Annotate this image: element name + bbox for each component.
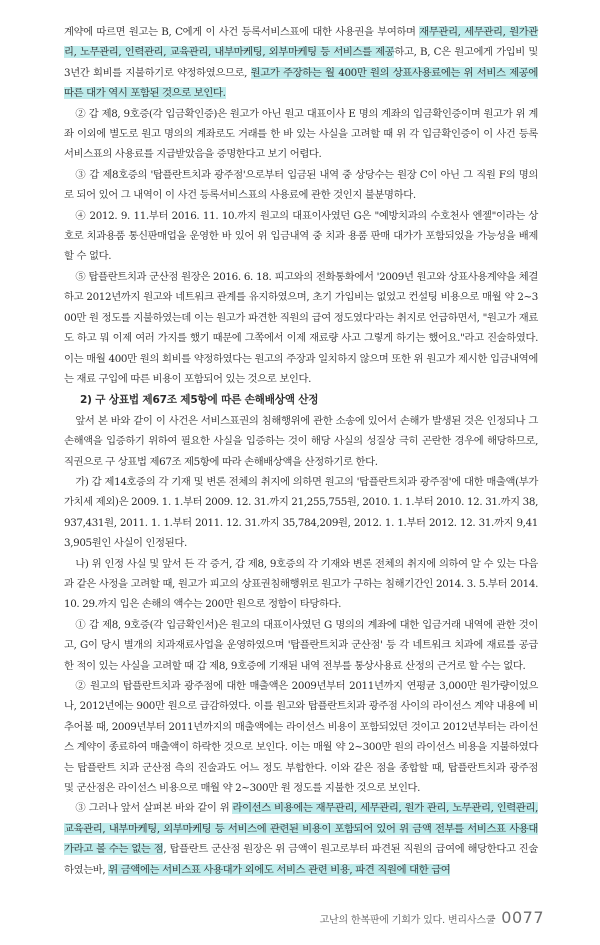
highlighted-text: 원고가 주장하는 월 400만 원의 상표사용료에는 위 서비스 제공에 따른 대가 역시 포함된 것으로 보인다. (64, 66, 538, 100)
section-heading: 2) 구 상표법 제67조 제5항에 따른 손해배상액 산정 (80, 394, 319, 407)
text-run: 나) 위 인정 사실 및 앞서 든 각 증거, 갑 제8, 9호증의 각 기재와 변론 전체의 취지에 의하여 알 수 있는 다음과 같은 사정을 고려할 때, 원고가 피고의 상표권침해행위로 원고가 구하는 침해기간인 2014. 3. 5.부터 2014. 10. 29.까지 입은 손해의 액수는 200만 원으로 정함이 타당하다. (64, 557, 538, 611)
text-run: ② 원고의 탑플란트치과 광주점에 대한 매출액은 2009년부터 2011년까지 연평균 3,000만 원가량이었으나, 2012년에는 900만 원으로 급감하였다. 이를 원고와 탑플란트치과 광주점 사이의 라이선스 계약 내용에 비추어볼 때, 2009년부터 2011년까지의 매출액에는 라이선스 비용이 포함되었던 것이고 2012년부터는 라이선스 계약이 종료하여 매출액이 하락한 것으로 보인다. 이는 매월 약 2~300만 원의 라이선스 비용을 지불하였다는 탑플란트 치과 군산점 측의 진술과도 어느 정도 부합한다. 이와 같은 점을 종합할 때, 탑플란트치과 광주점 및 군산점은 라이선스 비용으로 매월 약 2~300만 원 정도를 지불한 것으로 보인다. (64, 680, 538, 795)
highlighted-text: 위 금액에는 서비스표 사용대가 외에도 서비스 관련 비용, 파견 직원에 대한 급여 (108, 863, 451, 876)
text-run: , 탑플란트 군산점 원장은 위 금액이 원고로부터 파견된 직원의 급여에 해당한다고 진술하였는바, (64, 843, 538, 876)
text-run: 하고, B, C은 원고에게 가입비 및 3년간 회비를 지불하기로 약정하였으므로, (64, 46, 538, 79)
highlighted-text: 라이선스 비용에는 재무관리, 세무관리, 원가 관리, 노무관리, 인력관리, 교육관리, 내부마케팅, 외부마케팅 등 서비스에 관련된 비용이 포함되어 있어 위 금액 전부를 서비스표 사용대가라고 볼 수는 없는 점 (64, 802, 538, 856)
paragraph (64, 22, 538, 104)
paragraph (64, 165, 538, 206)
text-run: ④ 2012. 9. 11.부터 2016. 11. 10.까지 원고의 대표이사였던 G은 "예방치과의 수호천사 엔젤"이라는 상호로 치과용품 통신판매업을 운영한 바 있어 위 입금내역 중 치과 용품 판매 대가가 포함되었을 가능성을 배제할 수 없다. (64, 209, 538, 263)
body-section-2 (64, 411, 538, 880)
page-footer (320, 908, 544, 927)
paragraph (64, 267, 538, 389)
paragraph (64, 104, 538, 165)
page-number: 0077 (501, 908, 544, 927)
text-run: ③ 그러나 앞서 살펴본 바와 같이 위 (75, 802, 233, 815)
body-text (64, 22, 538, 880)
footer-title: 고난의 한복판에 기회가 있다. 변리사스쿨 (319, 915, 496, 926)
highlighted-text: 재무관리, 세무관리, 원가관리, 노무관리, 인력관리, 교육관리, 내부마케팅, 외부마케팅 등 서비스를 제공 (64, 26, 538, 59)
paragraph (64, 206, 538, 267)
text-run: ① 갑 제8, 9호증(각 입금확인서)은 원고의 대표이사였던 G 명의의 계좌에 대한 입금거래 내역에 관한 것이고, G이 당시 별개의 치과재료사업을 운영하였으며 '탑플란트치과 군산점' 등 각 네트워크 치과에 재료를 공급한 적이 있는 사실을 고려할 때 갑 제8, 9호증에 기재된 내역 전부를 통상사용료 산정의 근거로 할 수는 없다. (64, 618, 538, 672)
text-run: ② 갑 제8, 9호증(각 입금확인증)은 원고가 아닌 원고 대표이사 E 명의 계좌의 입금확인증이며 원고가 위 계좌 이외에 별도로 원고 명의의 계좌로도 거래를 한 바 있는 사실을 고려할 때 위 각 입금확인증이 이 사건 등록서비스표의 사용료를 지급받았음을 증명한다고 보기 어렵다. (64, 107, 538, 161)
paragraph (64, 554, 538, 615)
text-run: 계약에 따르면 원고는 B, C에게 이 사건 등록서비스표에 대한 사용권을 부여하며 (64, 26, 420, 38)
paragraph (64, 615, 538, 676)
text-run: ⑤ 탑플란트치과 군산점 원장은 2016. 6. 18. 피고와의 전화통화에서 '2009년 원고와 상표사용계약을 체결하고 2012년까지 원고와 네트워크 관계를 유지하였으며, 초기 가입비는 없었고 컨설팅 비용으로 매월 약 2~300만 원 정도를 지불하였는데 이는 원고가 파견한 직원의 급여 정도였다'라는 취지로 언급하면서, "원고가 재료도 하고 뭐 이제 여러 가지를 했기 때문에 그쪽에서 이제 재료량 사고 그렇게 하기는 했어요."라고 진술하였다. 이는 매월 400만 원의 회비를 약정하였다는 원고의 주장과 일치하지 않으며 또한 위 원고가 제시한 입금내역에는 재료 구입에 따른 비용이 포함되어 있는 것으로 보인다. (64, 270, 538, 385)
paragraph (64, 798, 538, 880)
paragraph (64, 676, 538, 798)
paragraph (64, 411, 538, 472)
body-section-1 (64, 22, 538, 389)
paragraph (64, 472, 538, 554)
text-run: ③ 갑 제8호증의 '탑플란트치과 광주점'으로부터 입금된 내역 중 상당수는 원장 C이 아닌 그 직원 F의 명의로 되어 있어 그 내역이 이 사건 등록서비스표의 사용료에 관한 것인지 불분명하다. (64, 168, 538, 202)
text-run: 가) 갑 제14호증의 각 기재 및 변론 전체의 취지에 의하면 원고의 '탑플란트치과 광주점'에 대한 매출액(부가가치세 제외)은 2009. 1. 1.부터 2009. 12. 31.까지 21,255,755원, 2010. 1. 1.부터 2010. 12. 31.까지 38,937,431원, 2011. 1. 1.부터 2011. 12. 31.까지 35,784,209원, 2012. 1. 1.부터 2012. 12. 31.까지 9,413,905원인 사실이 인정된다. (64, 475, 538, 550)
text-run: 앞서 본 바와 같이 이 사건은 서비스표권의 침해행위에 관한 소송에 있어서 손해가 발생된 것은 인정되나 그 손해액을 입증하기 위하여 필요한 사실을 입증하는 것이 해당 사실의 성질상 극히 곤란한 경우에 해당하므로, 직권으로 구 상표법 제67조 제5항에 따라 손해배상액을 산정하기로 한다. (64, 414, 538, 468)
